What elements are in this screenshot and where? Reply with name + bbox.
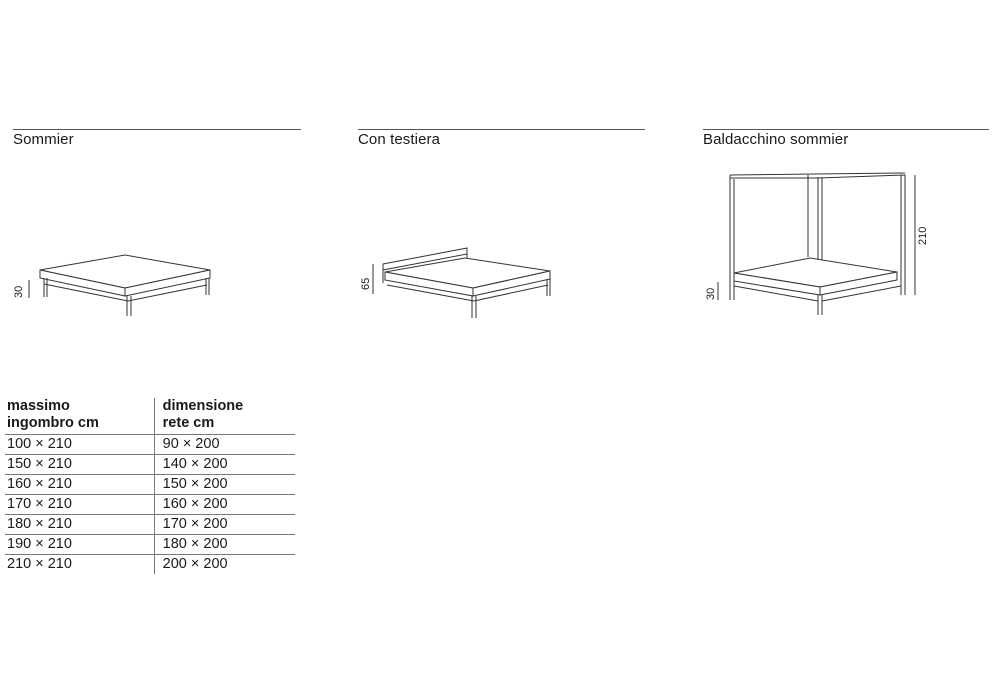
table-row xyxy=(5,455,295,475)
bed-height-label: 30 xyxy=(705,287,717,300)
cell-ingombro: 150 × 210 xyxy=(5,455,154,475)
cell-ingombro: 170 × 210 xyxy=(5,495,154,515)
height-label: 65 xyxy=(360,277,372,290)
section-title: Baldacchino sommier xyxy=(703,131,849,148)
table-row xyxy=(5,555,295,575)
table-row xyxy=(5,435,295,455)
testiera-drawing xyxy=(345,238,645,328)
section-sommier xyxy=(13,129,301,148)
table-row xyxy=(5,495,295,515)
cell-ingombro: 210 × 210 xyxy=(5,555,154,575)
cell-rete: 160 × 200 xyxy=(154,495,295,515)
cell-rete: 150 × 200 xyxy=(154,475,295,495)
cell-ingombro: 100 × 210 xyxy=(5,435,154,455)
cell-ingombro: 180 × 210 xyxy=(5,515,154,535)
header-massimo-ingombro: massimo ingombro cm xyxy=(7,398,99,431)
section-divider xyxy=(13,129,301,130)
sommier-drawing xyxy=(0,240,300,330)
section-title: Sommier xyxy=(13,131,74,148)
cell-rete: 180 × 200 xyxy=(154,535,295,555)
cell-rete: 200 × 200 xyxy=(154,555,295,575)
table-header-row xyxy=(5,398,295,435)
table-row xyxy=(5,475,295,495)
size-table xyxy=(5,398,295,574)
section-baldacchino xyxy=(703,129,989,148)
header-dimensione-rete: dimensione rete cm xyxy=(154,398,295,435)
cell-rete: 140 × 200 xyxy=(154,455,295,475)
section-title: Con testiera xyxy=(358,131,441,148)
cell-ingombro: 160 × 210 xyxy=(5,475,154,495)
section-divider xyxy=(703,129,989,130)
section-divider xyxy=(358,129,645,130)
canopy-height-label: 210 xyxy=(917,226,929,245)
cell-ingombro: 190 × 210 xyxy=(5,535,154,555)
table-row xyxy=(5,535,295,555)
section-con-testiera xyxy=(358,129,645,148)
cell-rete: 170 × 200 xyxy=(154,515,295,535)
table-row xyxy=(5,515,295,535)
height-label: 30 xyxy=(13,285,25,298)
baldacchino-drawing xyxy=(690,165,990,325)
cell-rete: 90 × 200 xyxy=(154,435,295,455)
